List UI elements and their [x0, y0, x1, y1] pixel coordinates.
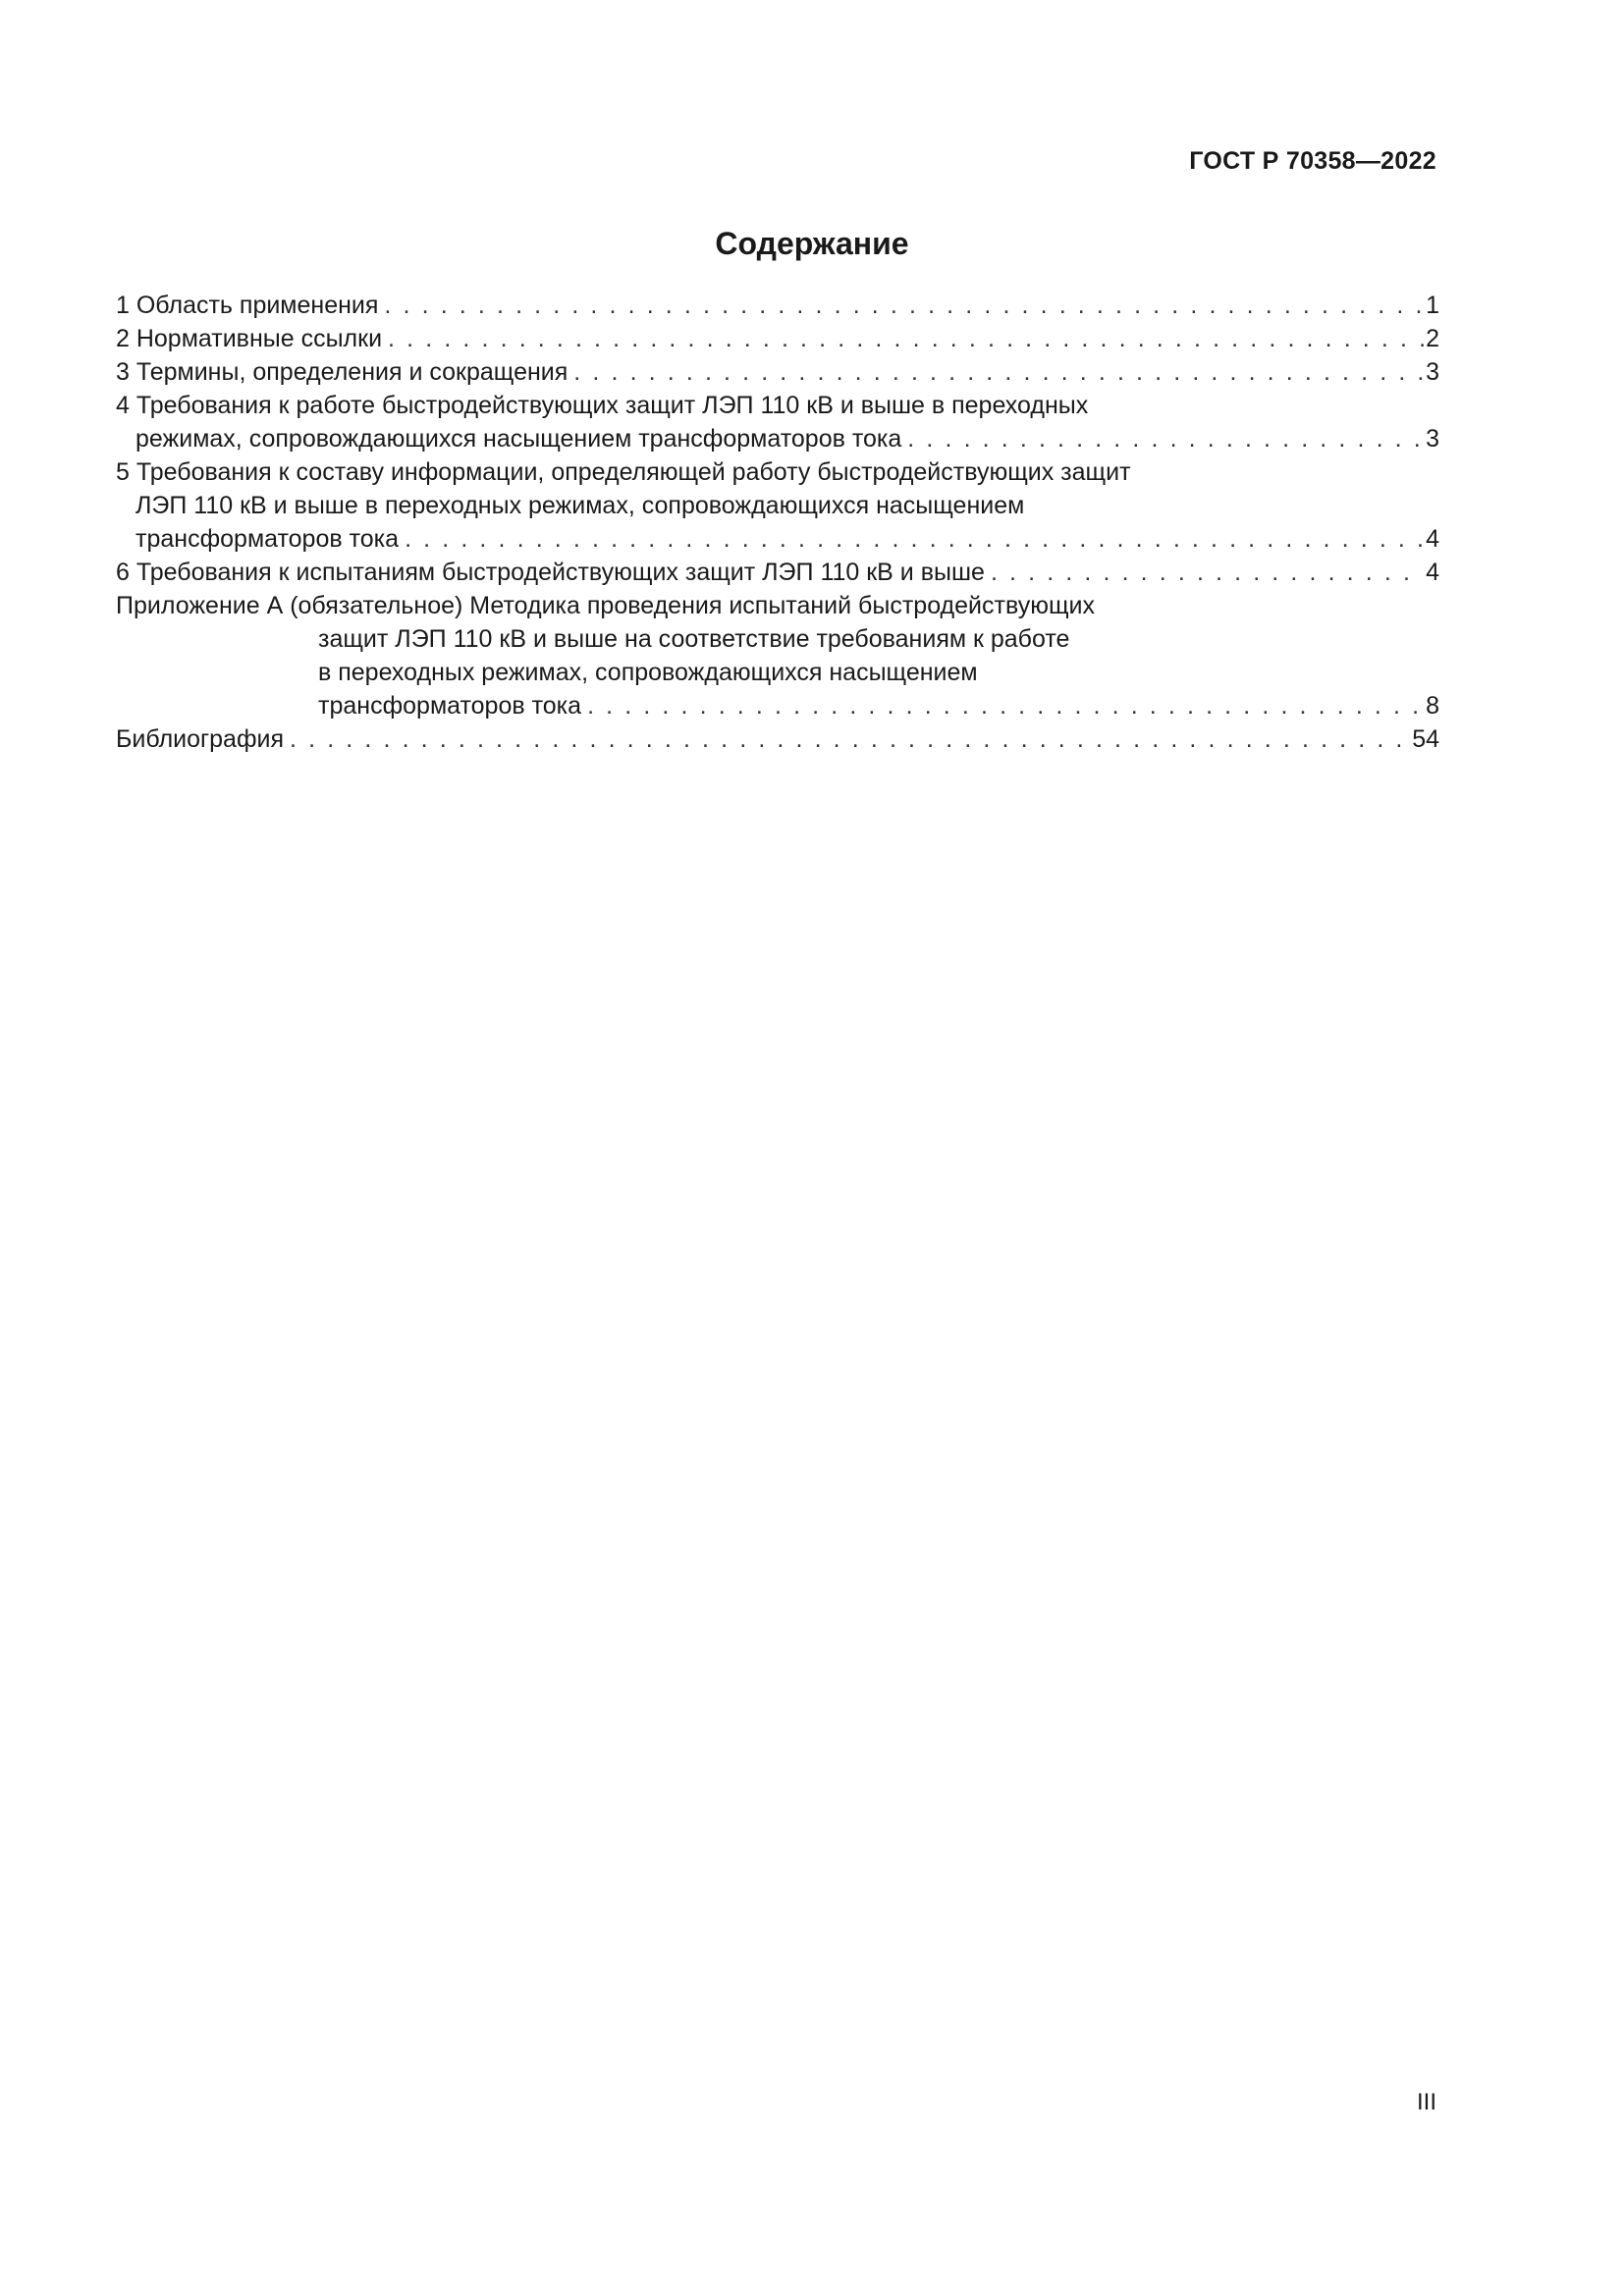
toc-page-number: 4 [1426, 525, 1439, 553]
toc-entry-line [116, 422, 1439, 455]
toc-entry-terms[interactable] [116, 355, 1439, 389]
toc-entry-line [116, 556, 1439, 589]
page-number: III [1416, 2089, 1436, 2115]
toc-entry-title-continuation: трансформаторов тока [135, 525, 400, 553]
toc-page-number: 3 [1426, 358, 1439, 386]
toc-entry-line [116, 522, 1439, 556]
toc-entry-title: 1 Область применения [116, 292, 379, 319]
document-code: ГОСТ Р 70358—2022 [1189, 147, 1436, 175]
toc-entry-title: 4 Требования к работе быстродействующих защит ЛЭП 110 кВ и выше в переходных [116, 392, 1089, 419]
toc-entry-line [116, 355, 1439, 389]
toc-entry-title-continuation: в переходных режимах, сопровождающихся насыщением [318, 659, 978, 686]
toc-entry-line [116, 722, 1439, 756]
dot-leader [384, 289, 1424, 322]
toc-entry-title: Библиография [116, 725, 285, 753]
toc-entry-title: 5 Требования к составу информации, определяющей работу быстродействующих защит [116, 458, 1131, 486]
toc-page-number: 3 [1426, 425, 1439, 453]
toc-entry-title-continuation: режимах, сопровождающихся насыщением трансформаторов тока [135, 425, 902, 453]
toc-page-number: 4 [1426, 559, 1439, 586]
toc-page-number: 2 [1426, 325, 1439, 352]
toc-page-number: 8 [1426, 692, 1439, 720]
toc-entry-requirements-testing[interactable] [116, 556, 1439, 589]
dot-leader [405, 522, 1424, 556]
dot-leader [991, 556, 1424, 589]
toc-entry-title-continuation: защит ЛЭП 110 кВ и выше на соответствие требованиям к работе [318, 625, 1070, 653]
table-of-contents [116, 289, 1439, 756]
dot-leader [587, 689, 1424, 722]
toc-entry-requirements-information[interactable] [116, 455, 1439, 556]
toc-page-number: 1 [1426, 292, 1439, 319]
dot-leader [907, 422, 1424, 455]
toc-entry-line [116, 689, 1439, 722]
toc-entry-title-continuation: трансформаторов тока [318, 692, 582, 720]
toc-entry-title: 6 Требования к испытаниям быстродействующих защит ЛЭП 110 кВ и выше [116, 559, 985, 586]
toc-entry-bibliography[interactable] [116, 722, 1439, 756]
toc-entry-line [116, 322, 1439, 355]
toc-entry-line [116, 289, 1439, 322]
toc-entry-title: Приложение А (обязательное) Методика проведения испытаний быстродействующих [116, 592, 1095, 619]
toc-page-number: 54 [1412, 725, 1439, 753]
dot-leader [290, 722, 1410, 756]
toc-entry-normative-references[interactable] [116, 322, 1439, 355]
dot-leader [573, 355, 1424, 389]
toc-entry-appendix-a[interactable] [116, 589, 1439, 722]
toc-entry-scope[interactable] [116, 289, 1439, 322]
dot-leader [388, 322, 1424, 355]
toc-entry-requirements-operation[interactable] [116, 389, 1439, 455]
toc-title: Содержание [715, 226, 909, 261]
toc-entry-title: 2 Нормативные ссылки [116, 325, 383, 352]
toc-entry-title-continuation: ЛЭП 110 кВ и выше в переходных режимах, сопровождающихся насыщением [135, 492, 1025, 519]
toc-entry-title: 3 Термины, определения и сокращения [116, 358, 568, 386]
